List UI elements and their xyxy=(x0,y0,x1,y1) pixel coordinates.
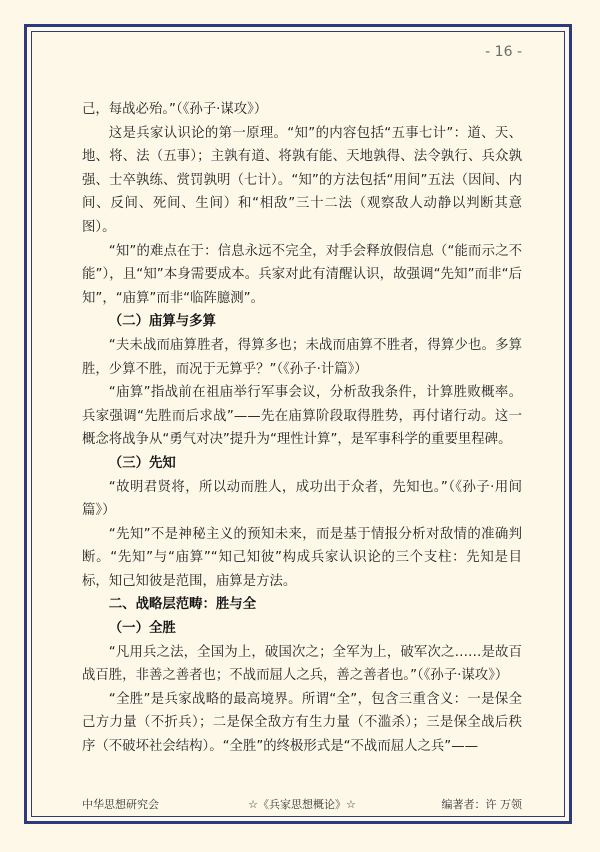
footer-book-title: ☆《兵家思想概论》☆ xyxy=(248,798,356,811)
section-heading: （一）全胜 xyxy=(108,621,176,637)
footer-author: 编著者：许 万领 xyxy=(441,798,522,811)
paragraph: 这是兵家认识论的第一原理。“知”的内容包括“五事七计”：道、天、地、将、法（五事）；主孰有道、将孰有能、天地孰得、法令孰行、兵众孰强、士卒孰练、赏罚孰明（七计）。“知”的方法包括“用间”五法（因间、内间、反间、死间、生间）和“相敌”三十二法（观察敌人动静以判断其意图）。 xyxy=(82,125,522,235)
section-heading: （二）庙算与多算 xyxy=(108,314,216,330)
paragraph: “先知”不是神秘主义的预知未来，而是基于情报分析对敌情的准确判断。“先知”与“庙算”“知己知彼”构成兵家认识论的三个支柱：先知是目标，知己知彼是范围，庙算是方法。 xyxy=(82,526,522,589)
footer-publisher: 中华思想研究会 xyxy=(82,798,159,811)
paragraph: “知”的难点在于：信息永远不完全，对手会释放假信息（“能而示之不能”），且“知”本身需要成本。兵家对此有清醒认识，故强调“先知”而非“后知”，“庙算”而非“临阵臆测”。 xyxy=(82,243,522,306)
paragraph: “庙算”指战前在祖庙举行军事会议，分析敌我条件，计算胜败概率。兵家强调“先胜而后求战”——先在庙算阶段取得胜势，再付诸行动。这一概念将战争从“勇气对决”提升为“理性计算”，是军事科学的重要里程碑。 xyxy=(82,385,522,448)
page-number: - 16 - xyxy=(485,44,522,60)
paragraph: “凡用兵之法，全国为上，破国次之；全军为上，破军次之……是故百战百胜，非善之善者也；不战而屈人之兵，善之善者也。”（《孙子·谋攻》） xyxy=(82,644,522,684)
section-heading: （三）先知 xyxy=(108,455,176,471)
page-footer xyxy=(82,796,522,814)
paragraph: 己，每战必殆。”（《孙子·谋攻》） xyxy=(82,102,268,117)
chapter-heading: 二、战略层范畴：胜与全 xyxy=(108,597,257,613)
paragraph: “夫未战而庙算胜者，得算多也；未战而庙算不胜者，得算少也。多算胜，少算不胜，而况于无算乎？”（《孙子·计篇》） xyxy=(82,337,522,377)
body-text xyxy=(82,98,522,759)
paragraph: “全胜”是兵家战略的最高境界。所谓“全”，包含三重含义：一是保全己方力量（不折兵）；二是保全敌方有生力量（不滥杀）；三是保全战后秩序（不破坏社会结构）。“全胜”的终极形式是“不战而屈人之兵”—— xyxy=(82,691,522,755)
paragraph: “故明君贤将，所以动而胜人，成功出于众者，先知也。”（《孙子·用间篇》） xyxy=(82,479,522,519)
